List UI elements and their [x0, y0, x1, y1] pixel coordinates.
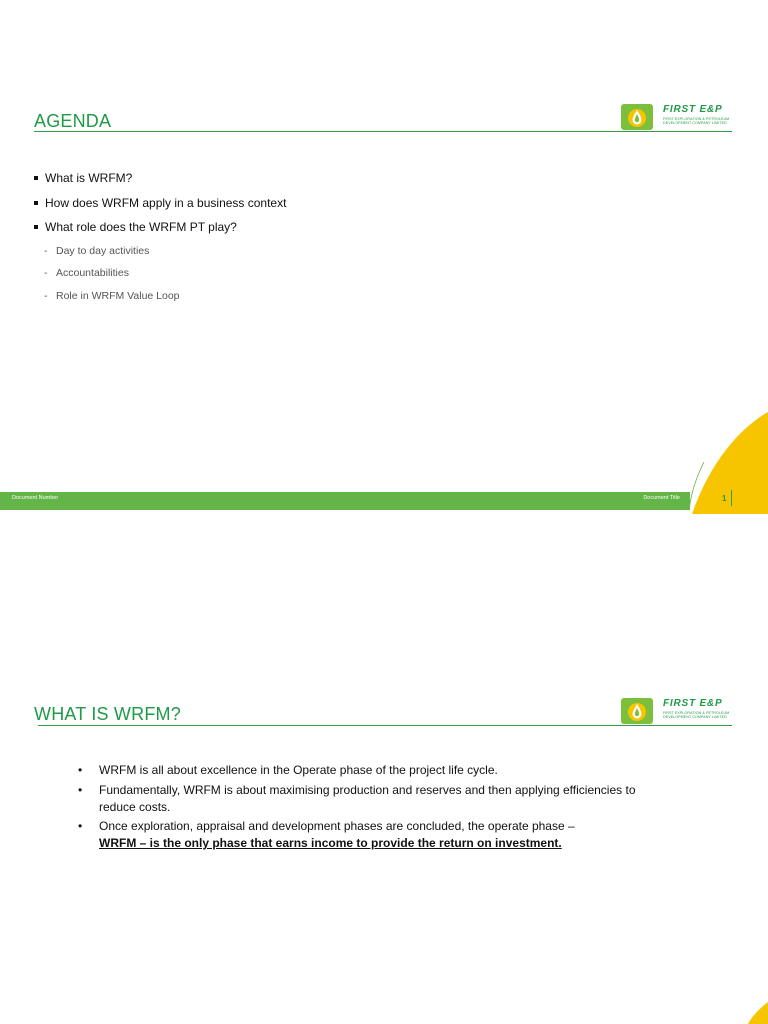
oil-drop-icon [621, 104, 653, 130]
dot-bullet-icon: • [78, 782, 83, 797]
dash-bullet-icon: - [44, 267, 48, 280]
list-item: How does WRFM apply in a business context [34, 195, 286, 220]
sub-list-item: - Accountabilities [44, 267, 129, 280]
logo-tagline: FIRST EXPLORATION & PETROLEUM DEVELOPMENT COMPANY LIMITED [663, 117, 730, 126]
sub-list-item: - Day to day activities [44, 245, 150, 257]
list-item: • Once exploration, appraisal and development phases are concluded, the operate phase – WRFM – is the only phase that earns income to provide the return on investment. [78, 819, 575, 850]
logo-tagline: FIRST EXPLORATION & PETROLEUM DEVELOPMENT COMPANY LIMITED [663, 711, 730, 720]
dash-bullet-icon: - [44, 289, 48, 302]
title-underline [34, 131, 732, 132]
slide-title: WHAT IS WRFM? [34, 704, 181, 724]
square-bullet-icon [34, 225, 38, 229]
logo-name: FIRST E&P [663, 104, 723, 115]
agenda-sub-list [44, 244, 180, 311]
square-bullet-icon [34, 176, 38, 180]
company-logo [621, 698, 739, 724]
list-item: What is WRFM? [34, 170, 286, 195]
dot-bullet-icon: • [78, 763, 83, 777]
list-item: • Fundamentally, WRFM is about maximising production and reserves and then applying efficiencies to reduce costs. [78, 782, 636, 814]
page-number: 1 [722, 494, 727, 503]
title-underline [38, 725, 732, 726]
slide-title: AGENDA [34, 111, 112, 131]
agenda-list [34, 170, 286, 244]
emphasis-text: WRFM – is the only phase that earns income to provide the return on investment. [99, 836, 562, 850]
logo-name: FIRST E&P [663, 698, 723, 709]
sub-list-item: - Role in WRFM Value Loop [44, 289, 180, 302]
page-number-divider [731, 490, 732, 506]
footer-document-title: Document Title [643, 495, 680, 501]
wrfm-bullet-list [78, 762, 638, 855]
footer-document-number: Document Number [12, 495, 59, 501]
company-logo [621, 104, 739, 130]
list-item: What role does the WRFM PT play? [34, 219, 286, 244]
dash-bullet-icon: - [44, 245, 48, 257]
dot-bullet-icon: • [78, 819, 83, 833]
footer-bar [0, 492, 690, 510]
oil-drop-icon [621, 698, 653, 724]
list-item: • WRFM is all about excellence in the Operate phase of the project life cycle. [78, 763, 498, 777]
square-bullet-icon [34, 201, 38, 205]
